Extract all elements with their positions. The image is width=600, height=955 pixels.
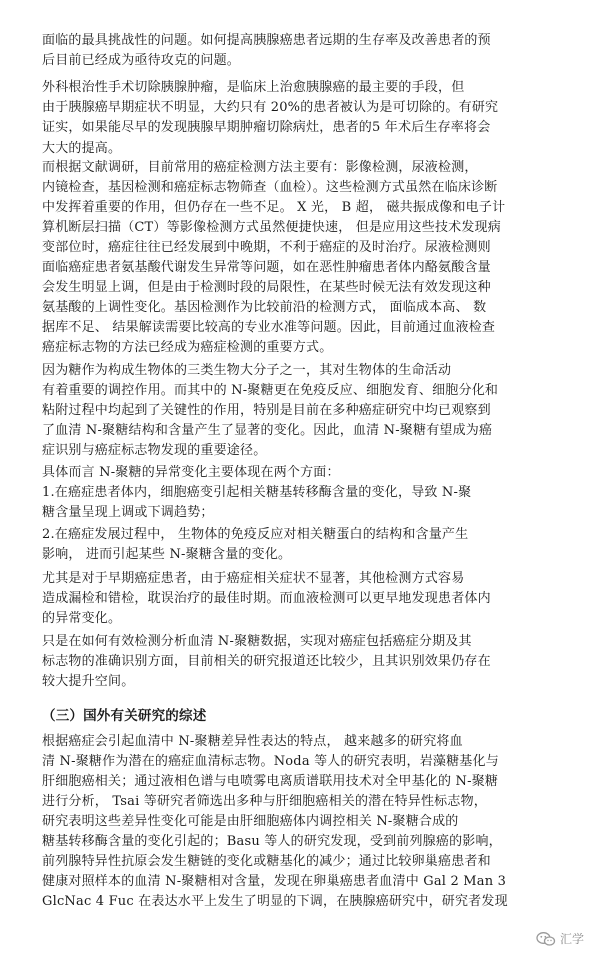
text-line: 外科根治性手术切除胰腺肿瘤，是临床上治愈胰腺癌的最主要的手段，但 <box>42 80 465 95</box>
text-line: 癌症标志物的方法已经成为癌症检测的重要方式。 <box>42 340 333 355</box>
text-line: 的异常变化。 <box>42 611 122 626</box>
text-line: 据库不足、 结果解读需要比较高的专业水准等问题。因此，目前通过血液检查 <box>42 320 496 335</box>
text-line: 算机断层扫描（CT）等影像检测方式虽然便捷快速， 但是应用这些技术发现病 <box>42 220 501 235</box>
text-line: 影响， 进而引起某些 N-聚糖含量的变化。 <box>42 547 292 562</box>
text-line: 标志物的准确识别方面，目前相关的研究报道还比较少，且其识别效果仍存在 <box>42 654 491 669</box>
text-line: 氨基酸的上调性变化。基因检测作为比较前沿的检测方式， 面临成本高、 数 <box>42 300 487 315</box>
text-line: 会发生明显上调，但是由于检测时段的局限性，在某些时候无法有效发现这种 <box>42 280 491 295</box>
text-line: 由于胰腺癌早期症状不明显，大约只有 20%的患者被认为是可切除的。有研究 <box>42 100 499 115</box>
text-line: 面临癌症患者氨基酸代谢发生异常等问题，如在恶性肿瘤患者体内酪氨酸含量 <box>42 260 491 275</box>
text-line: 大大的提高。 <box>42 141 122 156</box>
text-line: 而根据文献调研，目前常用的癌症检测方法主要有：影像检测，尿液检测， <box>42 160 478 175</box>
text-line: 面临的最具挑战性的问题。如何提高胰腺癌患者远期的生存率及改善患者的预 <box>42 33 491 48</box>
text-line: 变部位时，癌症往往已经发展到中晚期，不利于癌症的及时治疗。尿液检测则 <box>42 240 491 255</box>
text-line: 有着重要的调控作用。而其中的 N-聚糖更在免疫反应、细胞发育、细胞分化和 <box>42 383 499 398</box>
text-line: 糖基转移酶含量的变化引起的；Basu 等人的研究发现，受到前列腺癌的影响， <box>42 834 502 849</box>
text-line: 肝细胞癌相关；通过液相色谱与电喷雾电离质谱联用技术对全甲基化的 N-聚糖 <box>42 774 499 789</box>
text-line: 了血清 N-聚糖结构和含量产生了显著的变化。因此，血清 N-聚糖有望成为癌 <box>42 423 493 438</box>
text-line: 因为糖作为构成生物体的三类生物大分子之一，其对生物体的生命活动 <box>42 363 452 378</box>
text-line: 清 N-聚糖作为潜在的癌症血清标志物。Noda 等人的研究表明，岩藻糖基化与 <box>42 754 499 769</box>
text-line: 较大提升空间。 <box>42 674 135 689</box>
text-line: 具体而言 N-聚糖的异常变化主要体现在两个方面： <box>42 465 340 480</box>
text-line: 根据癌症会引起血清中 N-聚糖差异性表达的特点， 越来越多的研究将血 <box>42 734 463 749</box>
text-line: 前列腺特异性抗原会发生糖链的变化或糖基化的减少；通过比较卵巢癌患者和 <box>42 854 491 869</box>
watermark <box>536 930 584 947</box>
text-line: 造成漏检和错检，耽误治疗的最佳时期。而血液检测可以更早地发现患者体内 <box>42 591 491 606</box>
text-line: 后目前已经成为亟待攻克的问题。 <box>42 53 241 68</box>
wechat-icon <box>536 931 556 947</box>
text-line: 2.在癌症发展过程中， 生物体的免疫反应对相关糖蛋白的结构和含量产生 <box>42 527 469 542</box>
text-line: 证实，如果能尽早的发现胰腺早期肿瘤切除病灶，患者的5 年术后生存率将会 <box>42 120 491 135</box>
text-line: 1.在癌症患者体内，细胞癌变引起相关糖基转移酶含量的变化，导致 N-聚 <box>42 485 472 500</box>
text-line: 内镜检查，基因检测和癌症标志物筛查（血检）。这些检测方式虽然在临床诊断 <box>42 180 498 195</box>
text-line: 症识别与癌症标志物发现的重要途径。 <box>42 443 267 458</box>
text-line: 只是在如何有效检测分析血清 N-聚糖数据，实现对癌症包括癌症分期及其 <box>42 634 472 649</box>
text-line: 糖含量呈现上调或下调趋势； <box>42 505 214 520</box>
text-line: 中发挥着重要的作用，但仍存在一些不足。 X 光， B 超， 磁共振成像和电子计 <box>42 200 506 215</box>
text-line: 健康对照样本的血清 N-聚糖相对含量，发现在卵巢癌患者血清中 Gal 2 Man 3 <box>42 874 507 889</box>
text-line: 粘附过程中均起到了关键性的作用，特别是目前在多种癌症研究中均已观察到 <box>42 403 491 418</box>
text-line: GlcNac 4 Fuc 在表达水平上发生了明显的下调，在胰腺癌研究中，研究者发现 <box>42 894 508 909</box>
section-heading: （三）国外有关研究的综述 <box>42 708 207 724</box>
watermark-text: 汇学 <box>559 932 584 946</box>
text-line: 尤其是对于早期癌症患者，由于癌症相关症状不显著，其他检测方式容易 <box>42 571 465 586</box>
text-line: 研究表明这些差异性变化可能是由肝细胞癌体内调控相关 N-聚糖合成的 <box>42 814 459 829</box>
text-line: 进行分析， Tsai 等研究者筛选出多种与肝细胞癌相关的潜在特异性标志物， <box>42 794 487 809</box>
